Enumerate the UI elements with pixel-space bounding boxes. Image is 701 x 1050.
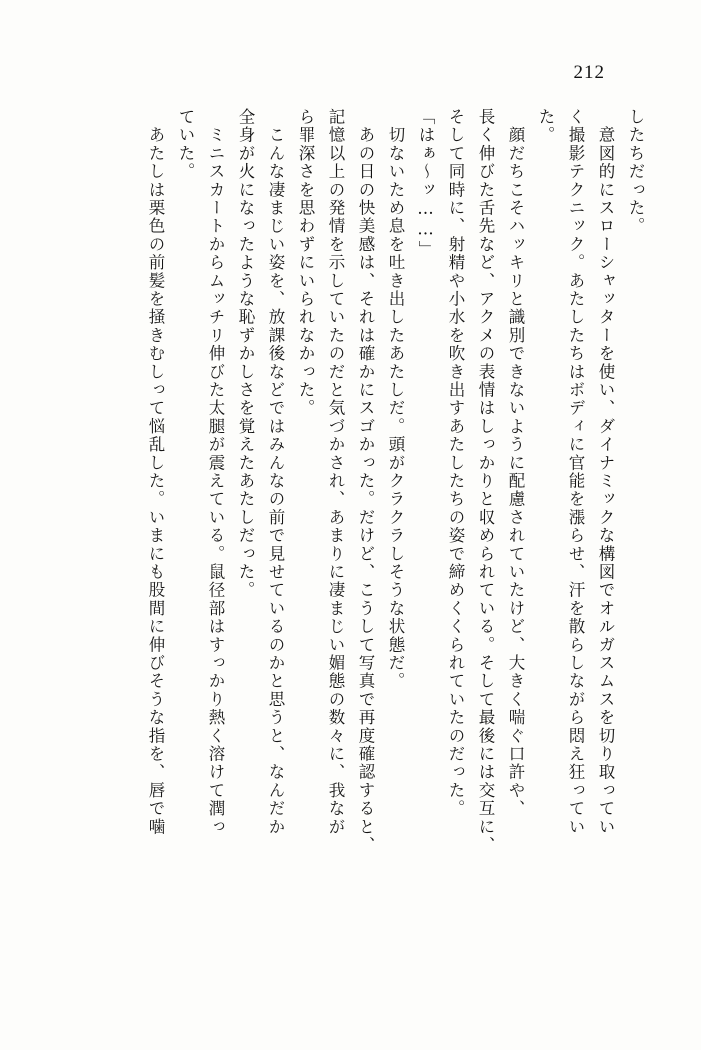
text-column: したちだった。 xyxy=(626,108,645,236)
text-column: 意図的にスローシャッターを使い、ダイナミックな構図でオルガスムスを切り取ってい xyxy=(596,108,615,836)
text-column: 記憶以上の発情を示していたのだと気づかされ、あまりに凄まじい媚態の数々に、我なが xyxy=(326,108,345,836)
text-column: ら罪深さを思わずにいられなかった。 xyxy=(296,108,315,418)
text-column: た。 xyxy=(536,108,555,145)
body-text xyxy=(46,108,643,1008)
text-column: こんな凄まじい姿を、放課後などではみんなの前で見せているのかと思うと、なんだか xyxy=(266,108,285,836)
text-column: ていた。 xyxy=(176,108,195,181)
text-column: 「はぁ〜ッ……」 xyxy=(416,108,435,259)
text-column: そして同時に、射精や小水を吹き出すあたしたちの姿で締めくくられていたのだった。 xyxy=(446,108,465,818)
text-column: 長く伸びた舌先など、アクメの表情はしっかりと収められている。そして最後には交互に、 xyxy=(476,108,495,855)
text-column: 切ないため息を吐き出したあたしだ。頭がクラクラしそうな状態だ。 xyxy=(386,108,405,691)
text-column: 顔だちこそハッキリと識別できないように配慮されていたけど、大きく喘ぐ口許や、 xyxy=(506,108,525,818)
text-column: あたしは栗色の前髪を掻きむしって悩乱した。いまにも股間に伸びそうな指を、唇で噛 xyxy=(146,108,165,836)
text-column: ミニスカートからムッチリ伸びた太腿が震えている。鼠径部はすっかり熱く溶けて潤っ xyxy=(206,108,225,836)
text-column: 全身が火になったような恥ずかしさを覚えたあたしだった。 xyxy=(236,108,255,600)
text-column: あの日の快美感は、それは確かにスゴかった。だけど、こうして写真で再度確認すると、 xyxy=(356,108,375,855)
text-column: く撮影テクニック。あたしたちはボディに官能を漲らせ、汗を散らしながら悶え狂ってい xyxy=(566,108,585,836)
page-number: 212 xyxy=(573,62,605,83)
